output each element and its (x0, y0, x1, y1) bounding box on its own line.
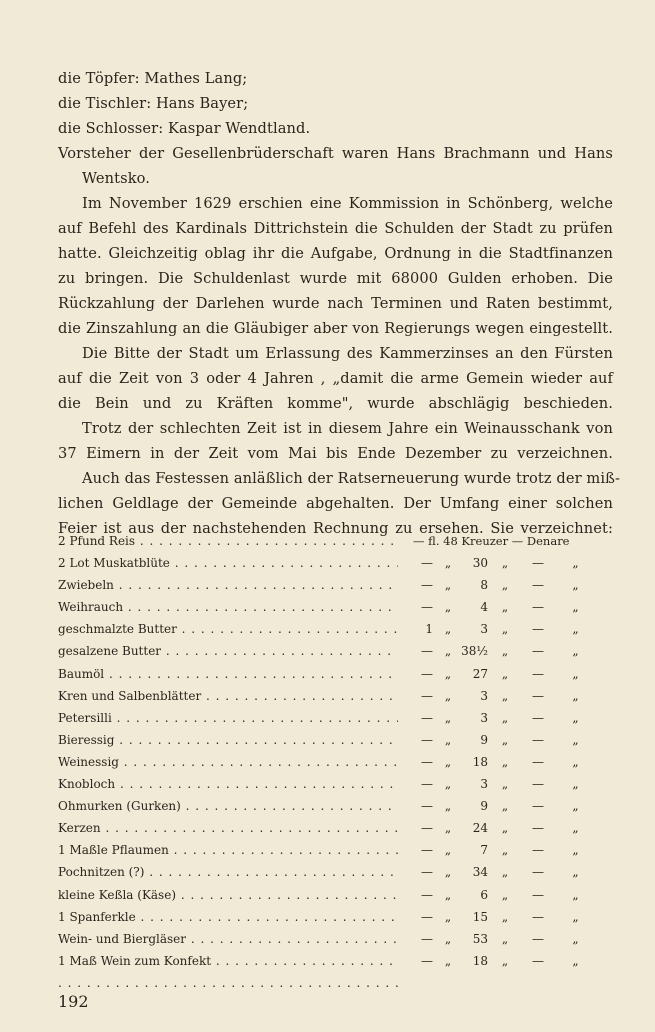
item-sep: „ (501, 732, 509, 747)
item-dn: — (532, 777, 544, 792)
item-dn: — (532, 799, 544, 814)
item-dn: — (532, 710, 544, 725)
item-fl: — (421, 865, 433, 880)
item-fl: — (421, 710, 433, 725)
item-fl: — (421, 843, 433, 858)
item-kr: 27 (472, 666, 488, 681)
text-line: Vorsteher der Gesellenbrüderschaft waren Hans Brachmann und Hans (58, 145, 613, 162)
item-sep: „ (572, 953, 579, 968)
item-sep: „ (444, 931, 452, 946)
text-line: Feier ist aus der nachstehenden Rechnung zu ersehen. Sie verzeichnet: (58, 520, 613, 537)
item-name: Zwiebeln . . . (58, 574, 398, 596)
item-sep: „ (444, 556, 452, 571)
item-name: Baumöl . . . (58, 663, 398, 685)
item-kr: 8 (480, 578, 488, 593)
item-sep: „ (572, 556, 579, 571)
item-sep: „ (444, 710, 452, 725)
item-fl: — (421, 578, 433, 593)
item-sep: „ (444, 754, 452, 769)
item-sep: „ (501, 556, 509, 571)
item-name: Kerzen . . . (58, 817, 398, 839)
item-sep: „ (444, 887, 452, 902)
item-sep: „ (501, 644, 509, 659)
list-item (58, 928, 606, 950)
list-item (58, 839, 606, 861)
item-sep: „ (572, 732, 579, 747)
item-fl: — (421, 821, 433, 836)
item-kr: 4 (480, 600, 488, 615)
list-item (58, 530, 606, 552)
item-dn: — (532, 754, 544, 769)
item-sep: „ (572, 931, 579, 946)
item-dn: — (532, 931, 544, 946)
list-item (58, 640, 606, 662)
item-sep: „ (501, 754, 509, 769)
item-sep: „ (572, 710, 579, 725)
list-item (58, 950, 606, 972)
body-text (58, 66, 620, 541)
item-sep: „ (444, 865, 452, 880)
item-sep: „ (572, 865, 579, 880)
item-name: Petersilli . . . (58, 707, 398, 729)
item-name: 1 Maß Wein zum Konfekt . . . (58, 950, 398, 972)
item-name: gesalzene Butter . . . (58, 640, 398, 662)
item-sep: „ (444, 821, 452, 836)
text-line: Trotz der schlechten Zeit ist in diesem Jahre ein Weinausschank von (82, 420, 613, 437)
item-fl: — (421, 644, 433, 659)
item-sep: „ (501, 843, 509, 858)
item-fl: — (421, 777, 433, 792)
item-kr: 3 (480, 710, 488, 725)
item-name: geschmalzte Butter . . . (58, 618, 398, 640)
text-line: Auch das Festessen anläßlich der Ratserneuerung wurde trotz der miß- (82, 470, 620, 487)
item-sep: „ (572, 622, 579, 637)
item-sep: „ (501, 909, 509, 924)
item-dn: — (532, 556, 544, 571)
item-dn: — (532, 688, 544, 703)
item-kr: 18 (472, 953, 488, 968)
item-dn: — (532, 644, 544, 659)
item-kr: 38½ (461, 644, 488, 659)
expense-list (58, 530, 606, 994)
item-sep: „ (572, 644, 579, 659)
page-number: 192 (58, 992, 89, 1011)
text-line: auf die Zeit von 3 oder 4 Jahren , „damit die arme Gemein wieder auf (58, 370, 613, 387)
item-name: Weinessig . . . (58, 751, 398, 773)
list-item (58, 685, 606, 707)
item-sep: „ (572, 578, 579, 593)
item-sep: „ (501, 622, 509, 637)
item-sep: „ (501, 931, 509, 946)
item-kr: 34 (472, 865, 488, 880)
item-sep: „ (501, 710, 509, 725)
text-line: auf Befehl des Kardinals Dittrichstein die Schulden der Stadt zu prüfen (58, 220, 613, 237)
text-line: lichen Geldlage der Gemeinde abgehalten. Der Umfang einer solchen (58, 495, 613, 512)
item-name: Weihrauch . . . (58, 596, 398, 618)
item-dn: — (532, 843, 544, 858)
list-item (58, 596, 606, 618)
item-amount-header: — fl. 48 Kreuzer — Denare (413, 534, 570, 548)
item-sep: „ (501, 600, 509, 615)
item-dn: — (532, 887, 544, 902)
item-sep: „ (572, 799, 579, 814)
item-sep: „ (501, 821, 509, 836)
item-sep: „ (501, 688, 509, 703)
item-kr: 30 (472, 556, 488, 571)
text-line: die Tischler: Hans Bayer; (58, 95, 249, 112)
text-line: Rückzahlung der Darlehen wurde nach Terminen und Raten bestimmt, (58, 295, 613, 312)
list-item (58, 884, 606, 906)
item-sep: „ (572, 754, 579, 769)
item-kr: 24 (472, 821, 488, 836)
list-item (58, 795, 606, 817)
item-kr: 9 (480, 799, 488, 814)
item-sep: „ (572, 688, 579, 703)
item-name: Kren und Salbenblätter . . . (58, 685, 398, 707)
item-fl: — (421, 732, 433, 747)
text-line: hatte. Gleichzeitig oblag ihr die Aufgabe, Ordnung in die Stadtfinanzen (58, 245, 613, 262)
item-dn: — (532, 578, 544, 593)
item-fl: — (421, 887, 433, 902)
list-item (58, 729, 606, 751)
item-kr: 3 (480, 777, 488, 792)
item-name: 1 Spanferkle . . . (58, 906, 398, 928)
item-name (58, 972, 398, 994)
item-sep: „ (444, 732, 452, 747)
text-line: 37 Eimern in der Zeit vom Mai bis Ende Dezember zu verzeichnen. (58, 445, 613, 462)
list-item (58, 751, 606, 773)
item-sep: „ (501, 887, 509, 902)
text-line: die Zinszahlung an die Gläubiger aber von Regierungs wegen eingestellt. (58, 320, 613, 337)
item-fl: 1 (425, 622, 433, 637)
item-dn: — (532, 732, 544, 747)
text-line: die Bein und zu Kräften komme", wurde abschlägig beschieden. (58, 395, 613, 412)
item-sep: „ (444, 777, 452, 792)
list-item (58, 618, 606, 640)
item-fl: — (421, 600, 433, 615)
item-kr: 53 (472, 931, 488, 946)
text-line: zu bringen. Die Schuldenlast wurde mit 68000 Gulden erhoben. Die (58, 270, 613, 287)
item-sep: „ (501, 578, 509, 593)
text-line: die Töpfer: Mathes Lang; (58, 70, 248, 87)
item-sep: „ (444, 909, 452, 924)
item-sep: „ (444, 953, 452, 968)
item-sep: „ (444, 843, 452, 858)
item-sep: „ (444, 666, 452, 681)
item-dn: — (532, 909, 544, 924)
item-sep: „ (501, 865, 509, 880)
item-dn: — (532, 622, 544, 637)
item-sep: „ (501, 953, 509, 968)
item-sep: „ (501, 666, 509, 681)
item-fl: — (421, 688, 433, 703)
list-item (58, 773, 606, 795)
item-sep: „ (501, 777, 509, 792)
item-name: Pochnitzen (?) . . . (58, 861, 398, 883)
item-name: Ohmurken (Gurken) . . . (58, 795, 398, 817)
list-item (58, 972, 606, 994)
item-name: Wein- und Biergläser . . . (58, 928, 398, 950)
list-item (58, 574, 606, 596)
item-kr: 18 (472, 754, 488, 769)
item-kr: 3 (480, 688, 488, 703)
item-dn: — (532, 600, 544, 615)
item-name: 2 Pfund Reis . . . (58, 530, 398, 552)
item-dn: — (532, 821, 544, 836)
item-sep: „ (444, 622, 452, 637)
list-item (58, 817, 606, 839)
item-sep: „ (572, 909, 579, 924)
item-sep: „ (444, 688, 452, 703)
item-sep: „ (572, 843, 579, 858)
text-line: Die Bitte der Stadt um Erlassung des Kammerzinses an den Fürsten (82, 345, 613, 362)
item-dn: — (532, 865, 544, 880)
item-sep: „ (444, 600, 452, 615)
text-line: Wentsko. (82, 170, 151, 187)
item-fl: — (421, 953, 433, 968)
item-dn: — (532, 953, 544, 968)
item-kr: 7 (480, 843, 488, 858)
item-name: 1 Maßle Pflaumen . . . (58, 839, 398, 861)
item-sep: „ (501, 799, 509, 814)
item-fl: — (421, 666, 433, 681)
item-sep: „ (572, 777, 579, 792)
text-line: die Schlosser: Kaspar Wendtland. (58, 120, 311, 137)
list-item (58, 906, 606, 928)
item-sep: „ (572, 887, 579, 902)
item-dn: — (532, 666, 544, 681)
item-kr: 6 (480, 887, 488, 902)
item-sep: „ (444, 578, 452, 593)
item-sep: „ (444, 799, 452, 814)
item-sep: „ (572, 821, 579, 836)
list-item (58, 707, 606, 729)
text-line: Im November 1629 erschien eine Kommission in Schönberg, welche (82, 195, 613, 212)
item-name: kleine Keßla (Käse) . . . (58, 884, 398, 906)
item-kr: 9 (480, 732, 488, 747)
item-kr: 3 (480, 622, 488, 637)
item-fl: — (421, 931, 433, 946)
item-kr: 15 (472, 909, 488, 924)
item-fl: — (421, 556, 433, 571)
item-name: 2 Lot Muskatblüte . . . (58, 552, 398, 574)
item-sep: „ (572, 600, 579, 615)
item-fl: — (421, 754, 433, 769)
item-name: Knobloch . . . (58, 773, 398, 795)
item-name: Bieressig . . . (58, 729, 398, 751)
list-item (58, 861, 606, 883)
list-item (58, 663, 606, 685)
item-sep: „ (444, 644, 452, 659)
item-fl: — (421, 799, 433, 814)
item-sep: „ (572, 666, 579, 681)
item-fl: — (421, 909, 433, 924)
list-item (58, 552, 606, 574)
